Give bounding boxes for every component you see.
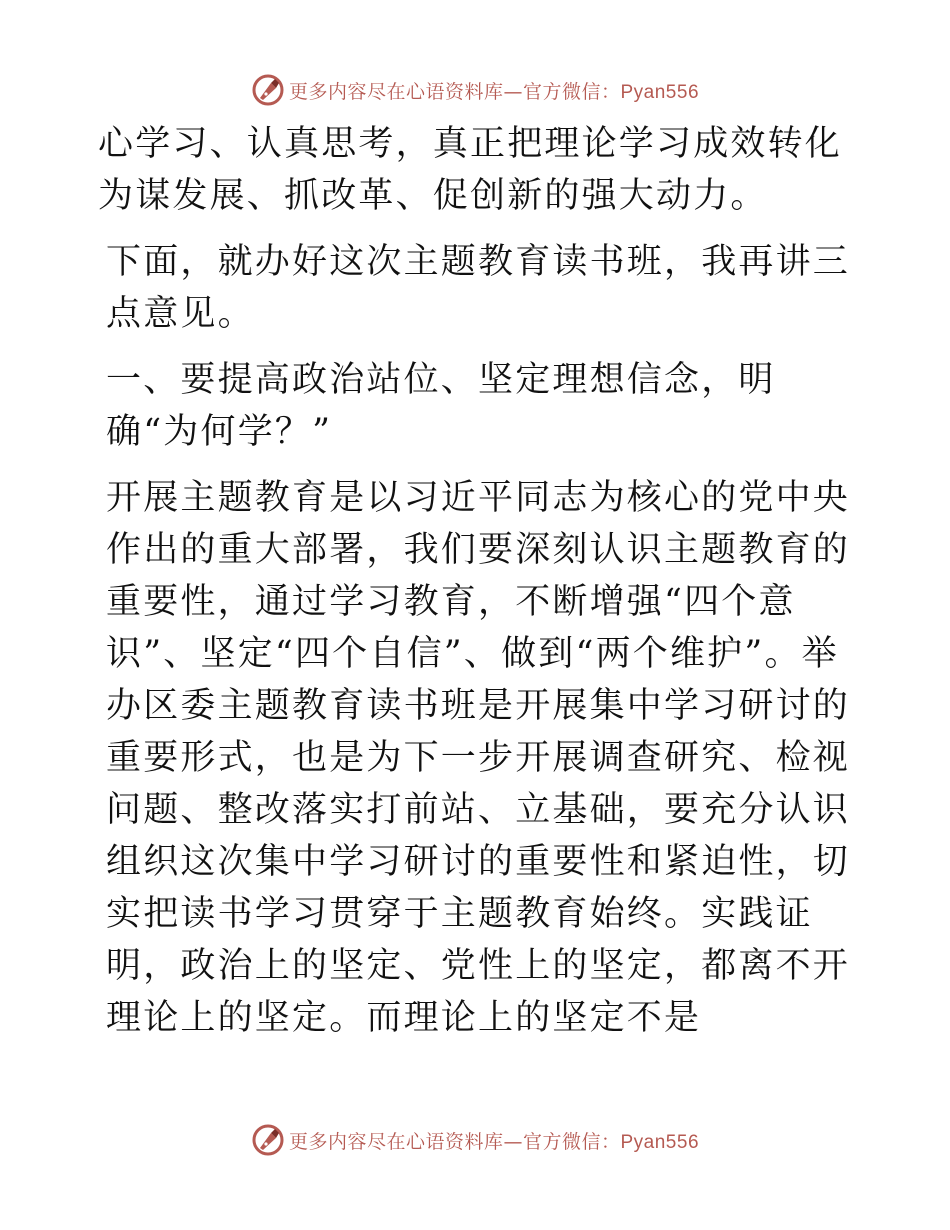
- paragraph-2: 下面，就办好这次主题教育读书班，我再讲三点意见。: [106, 242, 851, 334]
- banner-slogan: 更多内容尽在心语资料库—官方微信：: [288, 1130, 621, 1153]
- banner-slogan: 更多内容尽在心语资料库—官方微信：: [288, 80, 621, 103]
- banner-wechat-id: Pyan556: [620, 1131, 700, 1153]
- banner-text: [289, 1127, 699, 1154]
- banner-wechat-id: Pyan556: [620, 81, 700, 103]
- footer-banner: [0, 1120, 950, 1160]
- banner-text: [289, 77, 699, 104]
- header-banner: [0, 70, 950, 110]
- paragraph-3: 开展主题教育是以习近平同志为核心的党中央作出的重大部署，我们要深刻认识主题教育的重要性，通过学习教育，不断增强“四个意识”、坚定“四个自信”、做到“两个维护”。举办区委主题教育读书班是开展集中学习研讨的重要形式，也是为下一步开展调查研究、检视问题、整改落实打前站、立基础，要充分认识组织这次集中学习研讨的重要性和紧迫性，切实把读书学习贯穿于主题教育始终。实践证明，政治上的坚定、党性上的坚定，都离不开理论上的坚定。而理论上的坚定不是: [106, 478, 851, 1038]
- pen-nib-logo-icon: [251, 1123, 285, 1157]
- pen-nib-logo-icon: [251, 73, 285, 107]
- document-body: [98, 118, 850, 1058]
- section-heading-1: 一、要提高政治站位、坚定理想信念，明确“为何学？”: [106, 360, 776, 452]
- paragraph-1: 心学习、认真思考，真正把理论学习成效转化为谋发展、抓改革、促创新的强大动力。: [98, 124, 843, 216]
